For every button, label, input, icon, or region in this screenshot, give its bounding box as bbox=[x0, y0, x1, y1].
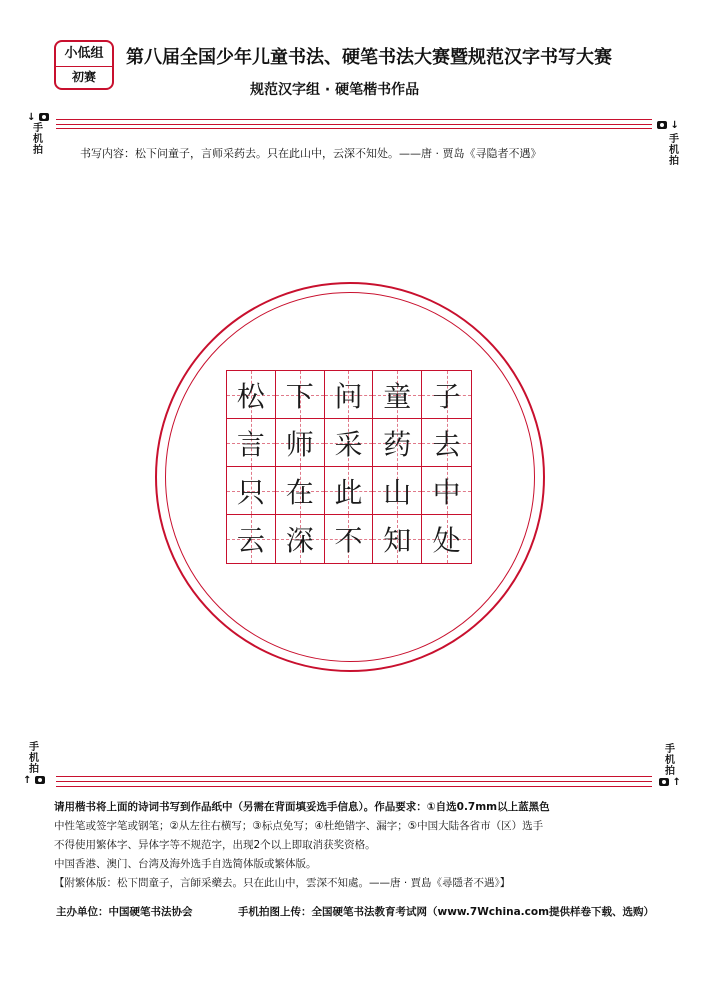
grid-char: 去 bbox=[432, 427, 461, 461]
grid-cell bbox=[227, 515, 276, 563]
writing-grid bbox=[226, 370, 472, 564]
photo-marker-top-left bbox=[26, 112, 50, 156]
grid-char: 处 bbox=[432, 524, 461, 557]
grid-char: 山 bbox=[383, 475, 412, 509]
grid-cell bbox=[227, 419, 276, 467]
grid-char: 采 bbox=[334, 427, 363, 461]
grid-cell bbox=[325, 371, 374, 419]
marker-char: 手 bbox=[669, 134, 679, 145]
grid-cell bbox=[325, 515, 374, 563]
group-badge bbox=[54, 40, 114, 90]
arrow-down-icon: ↓ bbox=[670, 120, 679, 131]
grid-cell bbox=[227, 371, 276, 419]
grid-char: 不 bbox=[334, 524, 363, 557]
top-rule-3 bbox=[56, 128, 652, 129]
grid-char: 子 bbox=[432, 379, 461, 413]
arrow-down-icon: ↓ bbox=[27, 112, 36, 123]
grid-char: 在 bbox=[285, 475, 314, 509]
group-label: 小低组 bbox=[56, 42, 112, 67]
grid-char: 童 bbox=[383, 379, 412, 413]
grid-char: 中 bbox=[432, 475, 461, 509]
grid-char: 只 bbox=[236, 475, 265, 509]
bottom-rule-3 bbox=[56, 786, 652, 787]
writing-content: 书写内容：松下问童子，言师采药去。只在此山中，云深不知处。——唐 · 贾岛《寻隐者不遇》 bbox=[80, 147, 542, 160]
requirements-line-2: 中性笔或签字笔或钢笔；②从左往右横写；③标点免写；④杜绝错字、漏字；⑤中国大陆各省市（区）选手 bbox=[54, 820, 544, 832]
marker-char: 手 bbox=[665, 744, 675, 755]
grid-cell bbox=[373, 467, 422, 515]
photo-marker-bottom-left bbox=[22, 742, 46, 786]
grid-cell bbox=[422, 371, 471, 419]
grid-cell bbox=[325, 467, 374, 515]
marker-char: 手 bbox=[33, 123, 43, 134]
grid-cell bbox=[422, 515, 471, 563]
grid-char: 言 bbox=[236, 427, 265, 461]
marker-char: 机 bbox=[665, 755, 675, 766]
grid-char: 知 bbox=[383, 524, 412, 557]
marker-char: 拍 bbox=[33, 145, 43, 156]
marker-char: 拍 bbox=[665, 766, 675, 777]
traditional-version: 【附繁体版：松下問童子，言師采藥去。只在此山中，雲深不知處。——唐 · 賈島《尋隱者不遇》】 bbox=[54, 877, 511, 889]
grid-char: 下 bbox=[285, 379, 314, 413]
marker-char: 机 bbox=[29, 753, 39, 764]
requirements-line-3: 不得使用繁体字、异体字等不规范字，出现2个以上即取消获奖资格。 bbox=[54, 839, 376, 851]
grid-cell bbox=[422, 467, 471, 515]
upload-info: 手机拍图上传：全国硬笔书法教育考试网（www.7Wchina.com提供样卷下载、选购） bbox=[238, 906, 655, 918]
top-rule-1 bbox=[56, 119, 652, 120]
grid-cell bbox=[422, 419, 471, 467]
grid-char: 云 bbox=[236, 524, 265, 557]
stage-label: 初赛 bbox=[71, 70, 96, 84]
marker-char: 拍 bbox=[29, 764, 39, 775]
grid-char: 问 bbox=[334, 379, 363, 413]
grid-char: 松 bbox=[236, 379, 265, 413]
photo-marker-text-right bbox=[668, 134, 680, 167]
page-subtitle: 规范汉字组 · 硬笔楷书作品 bbox=[250, 82, 420, 98]
camera-icon bbox=[39, 113, 49, 121]
bottom-rule-2 bbox=[56, 781, 652, 782]
grid-cell bbox=[276, 515, 325, 563]
marker-char: 拍 bbox=[669, 156, 679, 167]
grid-char: 药 bbox=[383, 427, 412, 461]
top-rule-2 bbox=[56, 124, 652, 125]
photo-marker-bottom-right bbox=[658, 744, 682, 788]
grid-cell bbox=[276, 419, 325, 467]
grid-cell bbox=[373, 371, 422, 419]
marker-char: 机 bbox=[33, 134, 43, 145]
photo-marker-top-right bbox=[656, 120, 680, 131]
arrow-up-icon: ↑ bbox=[672, 777, 681, 788]
grid-char: 此 bbox=[334, 475, 363, 509]
grid-char: 深 bbox=[285, 524, 314, 557]
requirements-line-1: 请用楷书将上面的诗词书写到作品纸中（另需在背面填妥选手信息）。作品要求：①自选0.7mm以上蓝黑色 bbox=[54, 801, 550, 813]
grid-cell bbox=[276, 371, 325, 419]
grid-cell bbox=[373, 419, 422, 467]
marker-char: 机 bbox=[669, 145, 679, 156]
bottom-rule-1 bbox=[56, 776, 652, 777]
organizer: 主办单位：中国硬笔书法协会 bbox=[56, 906, 193, 918]
page-title: 第八届全国少年儿童书法、硬笔书法大赛暨规范汉字书写大赛 bbox=[126, 47, 612, 68]
requirements-line-4: 中国香港、澳门、台湾及海外选手自选简体版或繁体版。 bbox=[54, 858, 317, 870]
grid-cell bbox=[325, 419, 374, 467]
grid-cell bbox=[373, 515, 422, 563]
camera-icon bbox=[659, 778, 669, 786]
grid-cell bbox=[276, 467, 325, 515]
camera-icon bbox=[657, 121, 667, 129]
marker-char: 手 bbox=[29, 742, 39, 753]
requirements-block bbox=[54, 798, 664, 893]
arrow-up-icon: ↑ bbox=[23, 775, 32, 786]
grid-char: 师 bbox=[285, 427, 314, 461]
camera-icon bbox=[35, 776, 45, 784]
grid-cell bbox=[227, 467, 276, 515]
